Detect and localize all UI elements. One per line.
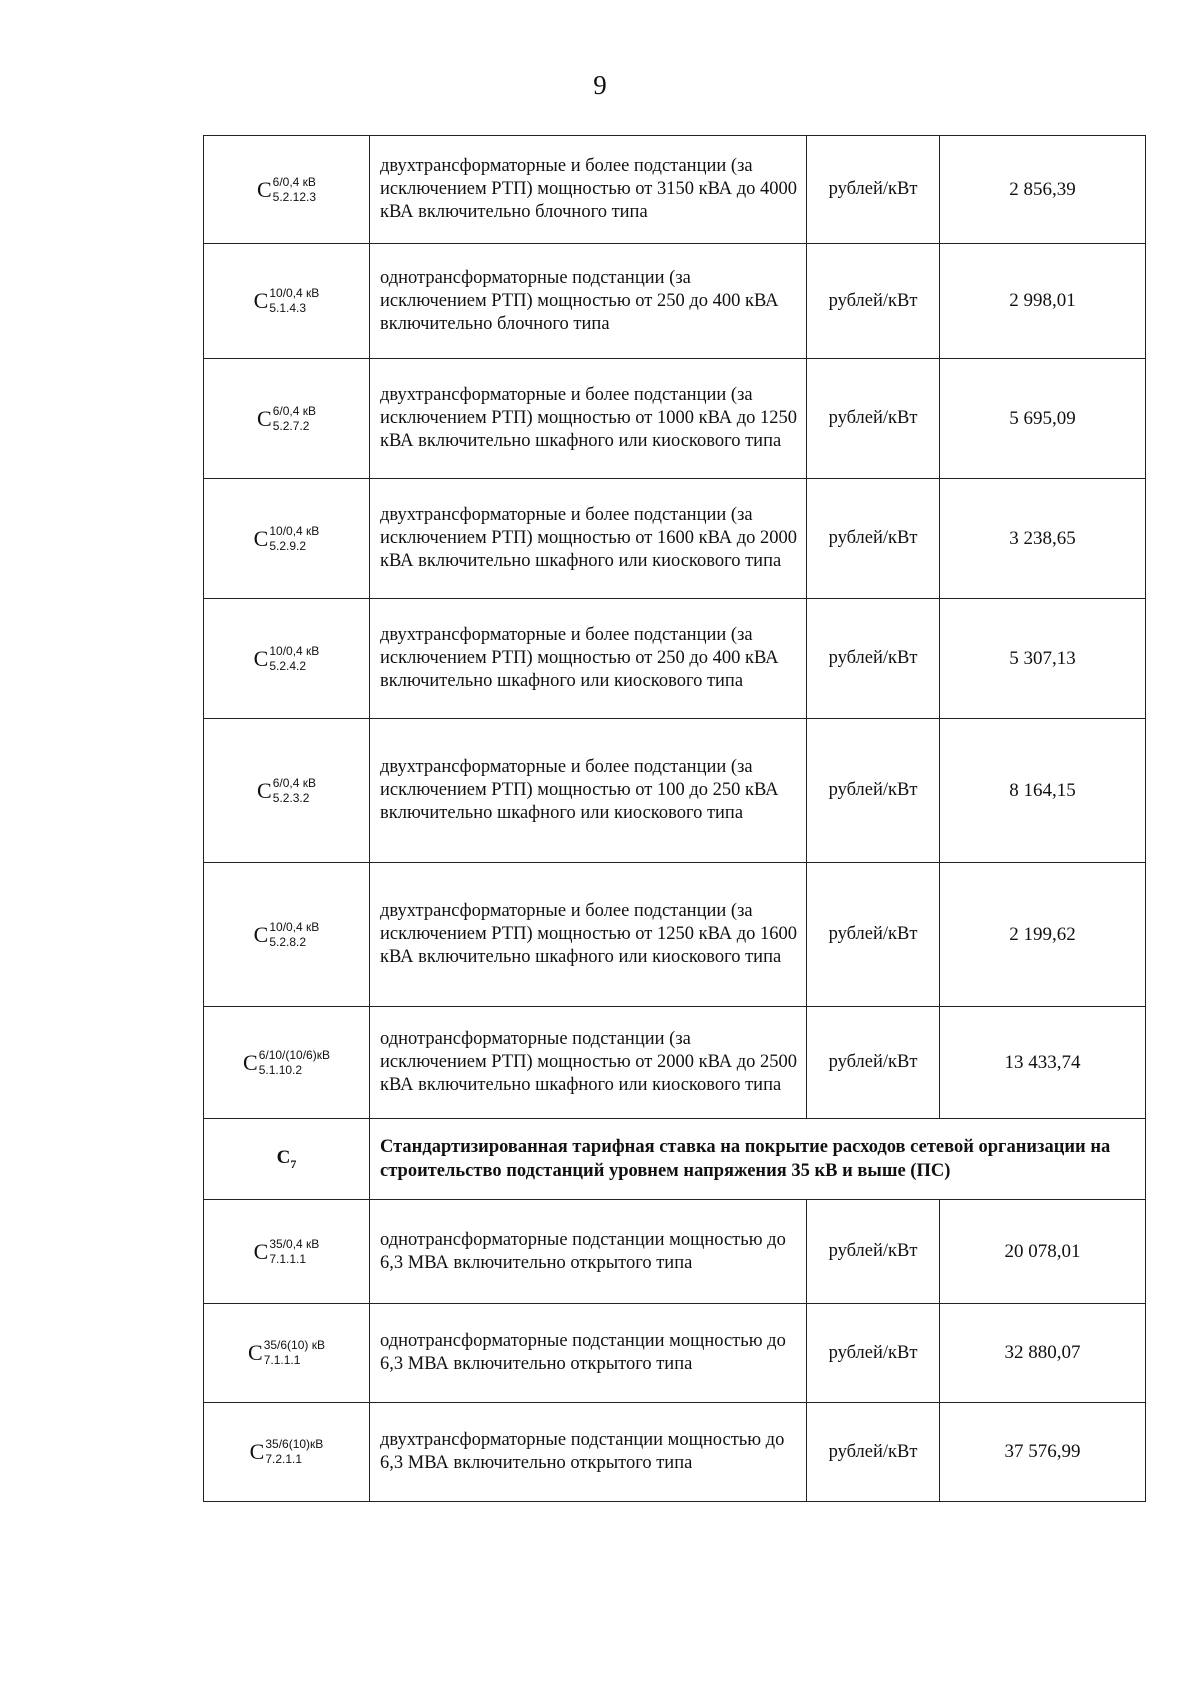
- rate-unit: рублей/кВт: [807, 1403, 940, 1502]
- rate-value: 37 576,99: [940, 1403, 1146, 1502]
- rate-code-base: C: [249, 1439, 265, 1464]
- rate-description: двухтрансформаторные и более подстанции (за исключением РТП) мощностью от 100 до 250 кВА включительно шкафного или киоскового типа: [370, 719, 807, 863]
- table-row: [204, 863, 1146, 1007]
- rate-description: двухтрансформаторные и более подстанции (за исключением РТП) мощностью от 3150 кВА до 4000 кВА включительно блочного типа: [370, 136, 807, 244]
- rate-value: 5 307,13: [940, 599, 1146, 719]
- rate-unit: рублей/кВт: [807, 479, 940, 599]
- rate-code-voltage: 35/6(10) кВ: [263, 1338, 325, 1352]
- rate-code-index: 5.2.3.2: [272, 790, 310, 805]
- rate-description: однотрансформаторные подстанции (за исключением РТП) мощностью от 250 до 400 кВА включительно блочного типа: [370, 244, 807, 359]
- rate-code-voltage: 6/0,4 кВ: [272, 174, 316, 189]
- rate-value: 2 199,62: [940, 863, 1146, 1007]
- rate-unit: рублей/кВт: [807, 1200, 940, 1304]
- rate-code-base: C: [256, 176, 272, 202]
- rate-description: однотрансформаторные подстанции мощностью до 6,3 МВА включительно открытого типа: [370, 1304, 807, 1403]
- rate-code: [204, 719, 370, 863]
- rate-description: двухтрансформаторные и более подстанции (за исключением РТП) мощностью от 1250 кВА до 1600 кВА включительно шкафного или киоскового типа: [370, 863, 807, 1007]
- rate-value: 3 238,65: [940, 479, 1146, 599]
- rate-code-base: C: [253, 525, 269, 551]
- table-row: [204, 719, 1146, 863]
- section-header: [204, 1119, 1146, 1200]
- rate-code-voltage: 6/0,4 кВ: [272, 403, 316, 418]
- rate-code-index: 5.2.9.2: [269, 538, 307, 553]
- table-row: [204, 244, 1146, 359]
- rate-description: двухтрансформаторные и более подстанции (за исключением РТП) мощностью от 1000 кВА до 1250 кВА включительно шкафного или киоскового типа: [370, 359, 807, 479]
- rate-code-base: C: [257, 777, 272, 803]
- table-body-35kv: [204, 1200, 1146, 1502]
- table-body-substations: [204, 136, 1146, 1119]
- rate-description: однотрансформаторные подстанции мощностью до 6,3 МВА включительно открытого типа: [370, 1200, 807, 1304]
- page-number: 9: [593, 70, 607, 100]
- rate-code-voltage: 10/0,4 кВ: [269, 286, 320, 300]
- rate-description: двухтрансформаторные и более подстанции (за исключением РТП) мощностью от 1600 кВА до 2000 кВА включительно шкафного или киоскового типа: [370, 479, 807, 599]
- table-row: [204, 1200, 1146, 1304]
- rate-unit: рублей/кВт: [807, 863, 940, 1007]
- table-row: [204, 479, 1146, 599]
- rate-code: [204, 1403, 370, 1502]
- rate-code-voltage: 10/0,4 кВ: [269, 643, 320, 658]
- rate-value: 13 433,74: [940, 1007, 1146, 1119]
- rate-code-base: C: [257, 405, 272, 431]
- rate-code-base: C: [253, 1238, 269, 1264]
- rate-description: однотрансформаторные подстанции (за исключением РТП) мощностью от 2000 кВА до 2500 кВА включительно шкафного или киоскового типа: [370, 1007, 807, 1119]
- rate-value: 32 880,07: [940, 1304, 1146, 1403]
- rate-code-base: C: [253, 921, 269, 947]
- rate-code-voltage: 6/0,4 кВ: [272, 775, 316, 790]
- rate-unit: рублей/кВт: [807, 136, 940, 244]
- rate-unit: рублей/кВт: [807, 1007, 940, 1119]
- rate-code: [204, 136, 370, 244]
- rate-unit: рублей/кВт: [807, 599, 940, 719]
- table-row: [204, 136, 1146, 244]
- rate-code: [204, 863, 370, 1007]
- rate-code-index: 7.1.1.1: [263, 1353, 301, 1367]
- table-row: [204, 1403, 1146, 1502]
- rate-code-voltage: 10/0,4 кВ: [269, 919, 320, 934]
- rate-code: [204, 244, 370, 359]
- table-row: [204, 359, 1146, 479]
- tariff-table: [203, 135, 1146, 1502]
- rate-code: [204, 599, 370, 719]
- rate-code-voltage: 10/0,4 кВ: [269, 523, 320, 538]
- rate-code-index: 7.2.1.1: [265, 1452, 303, 1466]
- section-code: $C_7$: [204, 1119, 370, 1200]
- rate-value: 2 856,39: [940, 136, 1146, 244]
- rate-description: двухтрансформаторные и более подстанции (за исключением РТП) мощностью от 250 до 400 кВА включительно шкафного или киоскового типа: [370, 599, 807, 719]
- rate-description: двухтрансформаторные подстанции мощностью до 6,3 МВА включительно открытого типа: [370, 1403, 807, 1502]
- rate-value: 5 695,09: [940, 359, 1146, 479]
- rate-code: [204, 1007, 370, 1119]
- rate-code-base: C: [243, 1049, 258, 1075]
- rate-code-index: 5.1.4.3: [269, 301, 307, 315]
- table-row: [204, 599, 1146, 719]
- rate-code: [204, 359, 370, 479]
- rate-code: [204, 1200, 370, 1304]
- rate-code-index: 5.2.12.3: [272, 189, 317, 204]
- rate-code-base: C: [248, 1340, 263, 1365]
- rate-code-base: C: [253, 288, 269, 313]
- section-row: [204, 1119, 1146, 1200]
- rate-code-index: 5.1.10.2: [258, 1062, 303, 1077]
- rate-value: 2 998,01: [940, 244, 1146, 359]
- rate-code-voltage: 35/6(10)кВ: [265, 1437, 324, 1451]
- rate-code-voltage: 6/10/(10/6)кВ: [258, 1047, 330, 1062]
- rate-code-index: 5.2.8.2: [269, 934, 307, 949]
- rate-value: 8 164,15: [940, 719, 1146, 863]
- rate-unit: рублей/кВт: [807, 1304, 940, 1403]
- rate-code-voltage: 35/0,4 кВ: [269, 1236, 320, 1251]
- rate-code-index: 5.2.4.2: [269, 658, 307, 673]
- rate-unit: рублей/кВт: [807, 719, 940, 863]
- table-row: [204, 1007, 1146, 1119]
- rate-value: 20 078,01: [940, 1200, 1146, 1304]
- section-title: Стандартизированная тарифная ставка на покрытие расходов сетевой организации на строительство подстанций уровнем напряжения 35 кВ и выше (ПС): [370, 1119, 1146, 1200]
- rate-unit: рублей/кВт: [807, 359, 940, 479]
- rate-code-index: 7.1.1.1: [269, 1251, 307, 1266]
- table-row: [204, 1304, 1146, 1403]
- rate-code: [204, 1304, 370, 1403]
- rate-code-index: 5.2.7.2: [272, 418, 310, 433]
- rate-unit: рублей/кВт: [807, 244, 940, 359]
- rate-code: [204, 479, 370, 599]
- rate-code-base: C: [253, 645, 269, 671]
